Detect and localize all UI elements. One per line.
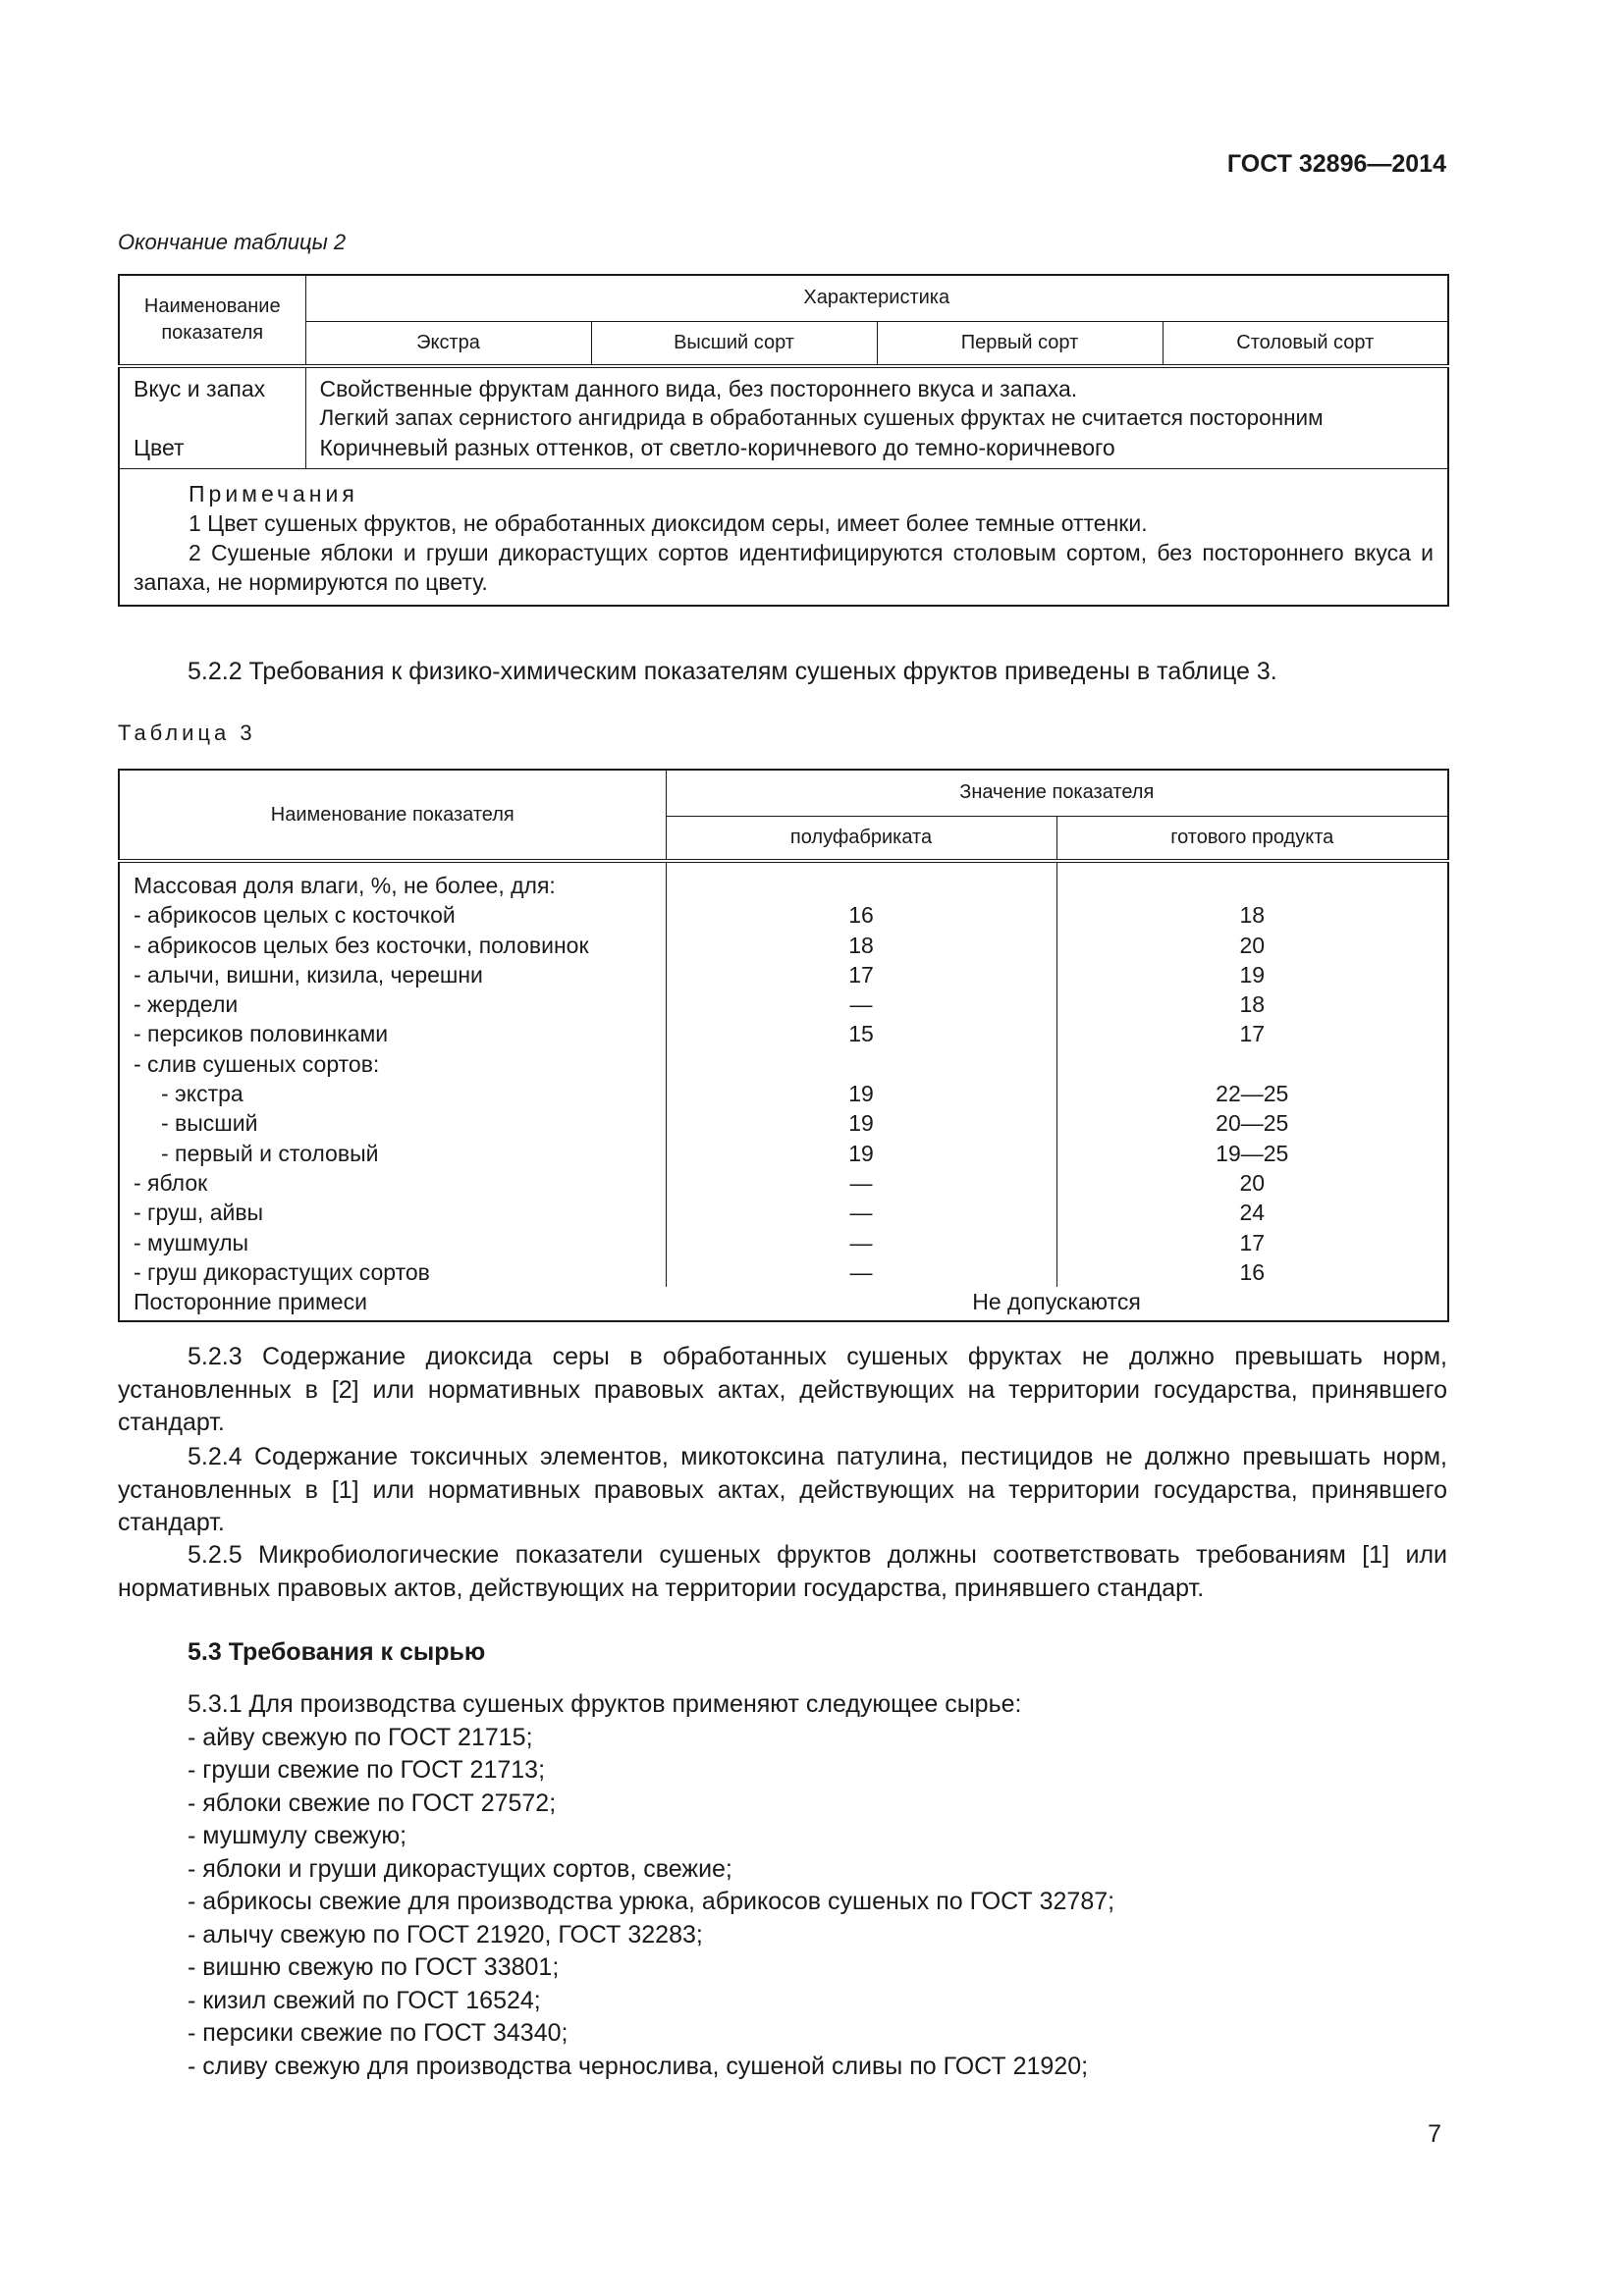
raw-material-item: - алычу свежую по ГОСТ 21920, ГОСТ 32283; [188, 1920, 703, 1949]
table3-row-name: - персиков половинками [134, 1021, 389, 1047]
table3-row-final [1057, 871, 1448, 900]
table3-row-final: 20 [1239, 1169, 1266, 1196]
table3-row-semi: — [849, 1200, 873, 1226]
table3-row-name: - жердели [134, 991, 239, 1018]
table3-row-semi: 19 [848, 1081, 874, 1107]
table2-row-taste-name: Вкус и запах [134, 376, 266, 401]
table2-row-values [305, 366, 1448, 469]
raw-material-item: - кизил свежий по ГОСТ 16524; [188, 1986, 541, 2014]
table3-row-name: - груш дикорастущих сортов [134, 1258, 430, 1285]
table2 [118, 274, 1449, 607]
table3-row-name: - алычи, вишни, кизила, черешни [134, 961, 483, 988]
table3-row-name: - мушмулы [134, 1229, 249, 1255]
paragraph-5-3-1: 5.3.1 Для производства сушеных фруктов применяют следующее сырье: [188, 1690, 1022, 1718]
paragraph-5-2-2: 5.2.2 Требования к физико-химическим показателям сушеных фруктов приведены в таблице 3. [188, 658, 1277, 685]
table3-row-name: - груш, айвы [134, 1200, 264, 1226]
table3-row-final: 20—25 [1216, 1110, 1289, 1137]
table3-row-name: - первый и столовый [161, 1140, 379, 1166]
table3-row-semi: — [849, 1169, 873, 1196]
table2-grade-highest: Высший сорт [591, 321, 877, 366]
table3-col-final: готового продукта [1056, 816, 1448, 861]
table3-row-semi: — [849, 991, 873, 1018]
table3-row-name: - высший [161, 1110, 258, 1137]
table2-grade-first: Первый сорт [877, 321, 1163, 366]
table3-row-final: 19 [1239, 961, 1266, 988]
table3-row-final: 22—25 [1216, 1081, 1289, 1107]
raw-material-item: - груши свежие по ГОСТ 21713; [188, 1756, 546, 1784]
table3-row-semi [667, 1049, 1056, 1079]
raw-materials-block [188, 1688, 1447, 2083]
table3-names [119, 861, 666, 1287]
page-number: 7 [1428, 2120, 1441, 2148]
table3-row-name: - абрикосов целых с косточкой [134, 902, 456, 929]
table3-row-semi: 17 [848, 961, 874, 988]
table3-row-final: 17 [1239, 1229, 1266, 1255]
table3-row-final: 19—25 [1216, 1140, 1289, 1166]
table3-row-semi: 15 [848, 1021, 874, 1047]
table2-grade-extra: Экстра [305, 321, 591, 366]
table3-semi-values [666, 861, 1056, 1287]
table3-impurities-name: Посторонние примеси [134, 1289, 367, 1315]
table3-final-values [1056, 861, 1448, 1287]
table3-row-final: 16 [1239, 1258, 1266, 1285]
table3-row-name: - абрикосов целых без косточки, половинок [134, 932, 589, 958]
table3-caption: Таблица 3 [118, 721, 256, 745]
paragraph-5-2-3: 5.2.3 Содержание диоксида серы в обработанных сушеных фруктах не должно превышать норм, установленных в [2] или нормативных правовых актах, действующих на территории государства, принявшего стандарт. [118, 1343, 1447, 1436]
table3-row-name: - экстра [161, 1081, 244, 1107]
table2-row-taste-line2: Легкий запах сернистого ангидрида в обработанных сушеных фруктах не считается посторонним [319, 405, 1324, 430]
table3-col-semi: полуфабриката [666, 816, 1056, 861]
table3-row-semi: 16 [848, 902, 874, 929]
table2-note-1: 1 Цвет сушеных фруктов, не обработанных диоксидом серы, имеет более темные оттенки. [189, 510, 1148, 536]
table3-row-final: 20 [1239, 932, 1266, 958]
table2-notes [119, 469, 1448, 607]
section-5-3-title: 5.3 Требования к сырью [188, 1638, 486, 1666]
table2-grade-table: Столовый сорт [1163, 321, 1448, 366]
table3 [118, 769, 1449, 1322]
table2-col-name: Наименование показателя [143, 295, 281, 344]
table3-row-final: 24 [1239, 1200, 1266, 1226]
table3-row-semi [667, 871, 1056, 900]
table3-row-semi: 18 [848, 932, 874, 958]
paragraph-5-2-5: 5.2.5 Микробиологические показатели сушеных фруктов должны соответствовать требованиям [1] или нормативных правовых актов, действующих на территории государства, принявшего стандарт. [118, 1541, 1447, 1602]
table3-row-name: - яблок [134, 1169, 208, 1196]
table3-row-final [1057, 1049, 1448, 1079]
table2-row-color-line1: Коричневый разных оттенков, от светло-коричневого до темно-коричневого [319, 435, 1115, 460]
raw-material-item: - мушмулу свежую; [188, 1822, 407, 1849]
table3-row-semi: — [849, 1258, 873, 1285]
table2-row-taste-line1: Свойственные фруктам данного вида, без постороннего вкуса и запаха. [319, 376, 1078, 401]
document-header: ГОСТ 32896—2014 [1226, 150, 1446, 178]
table3-row-final: 17 [1239, 1021, 1266, 1047]
raw-material-item: - вишню свежую по ГОСТ 33801; [188, 1953, 560, 1981]
raw-material-item: - абрикосы свежие для производства урюка, абрикосов сушеных по ГОСТ 32787; [188, 1888, 1115, 1915]
table2-row-names [119, 366, 305, 469]
table2-note-2: 2 Сушеные яблоки и груши дикорастущих сортов идентифицируются столовым сортом, без постороннего вкуса и запаха, не нормируются по цвету. [134, 540, 1434, 595]
table3-col-group: Значение показателя [666, 770, 1448, 816]
raw-material-item: - яблоки свежие по ГОСТ 27572; [188, 1789, 557, 1817]
table3-row-name: Массовая доля влаги, %, не более, для: [134, 873, 556, 898]
raw-material-item: - персики свежие по ГОСТ 34340; [188, 2019, 568, 2047]
table2-notes-title: Примечания [189, 481, 358, 507]
table3-row-semi: — [849, 1229, 873, 1255]
raw-materials-list [188, 1722, 1447, 2084]
raw-material-item: - айву свежую по ГОСТ 21715; [188, 1723, 533, 1751]
table3-row-name: - слив сушеных сортов: [134, 1050, 380, 1077]
table3-row-final: 18 [1239, 991, 1266, 1018]
table2-row-color-name: Цвет [134, 435, 185, 460]
table2-col-group: Характеристика [305, 275, 1448, 321]
table2-caption: Окончание таблицы 2 [118, 230, 347, 254]
raw-material-item: - яблоки и груши дикорастущих сортов, свежие; [188, 1854, 732, 1883]
raw-material-item: - сливу свежую для производства чернослива, сушеной сливы по ГОСТ 21920; [188, 2052, 1089, 2080]
table3-row-final: 18 [1239, 902, 1266, 929]
table3-col-name: Наименование показателя [270, 803, 514, 826]
table3-impurities-value: Не допускаются [972, 1289, 1141, 1315]
table3-row-semi: 19 [848, 1110, 874, 1137]
table3-row-semi: 19 [848, 1140, 874, 1166]
paragraph-5-2-4: 5.2.4 Содержание токсичных элементов, микотоксина патулина, пестицидов не должно превышать норм, установленных в [1] или нормативных правовых актах, действующих на территории государства, принявшего стандарт. [118, 1443, 1447, 1536]
